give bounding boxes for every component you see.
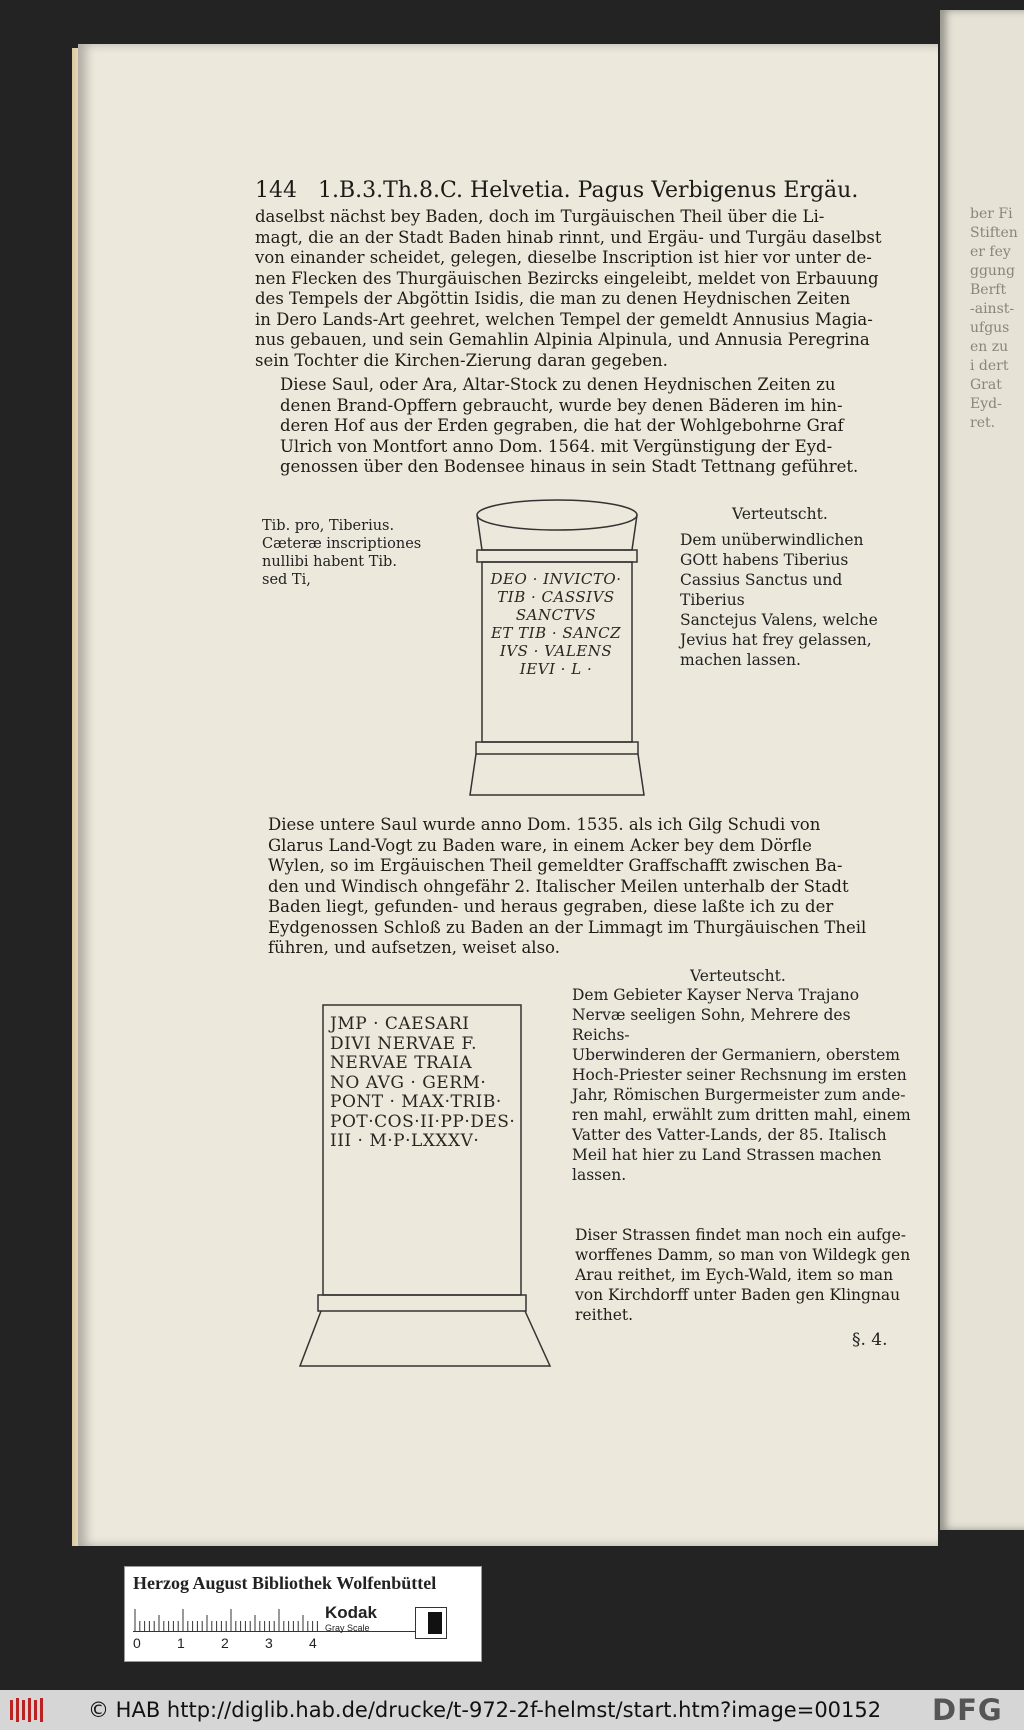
kodak-label: Kodak (325, 1603, 377, 1622)
translation-line: Uberwinderen der Germaniern, oberstem (572, 1046, 900, 1064)
paragraph-4 (575, 1225, 915, 1325)
color-calibration-bar (124, 1566, 482, 1662)
next-page-line: er fey (970, 244, 1011, 260)
translation-2-title: Verteutscht. (690, 967, 786, 985)
running-title: 1.B.3.Th.8.C. Helvetia. Pagus Verbigenus Ergäu. (318, 178, 859, 203)
translation-line: Nervæ seeligen Sohn, Mehrere des Reichs- (572, 1006, 851, 1044)
text-line: Ulrich von Montfort anno Dom. 1564. mit Vergünstigung der Eyd- (280, 436, 833, 456)
inscription-line: NERVAE TRAIA (330, 1053, 473, 1073)
inscription-line: DIVI NERVAE F. (330, 1033, 477, 1054)
text-line: Arau reithet, im Eych-Wald, item so man (575, 1266, 894, 1284)
hab-logo-icon (8, 1696, 48, 1724)
text-line: worffenes Damm, so man von Wildegk gen (575, 1246, 911, 1264)
text-line: von einander scheidet, gelegen, dieselbe Inscription ist hier vor unter de- (255, 248, 872, 267)
translation-line: machen lassen. (680, 651, 801, 669)
translation-line: Jevius hat frey gelassen, (680, 631, 872, 649)
paragraph-3 (268, 815, 908, 959)
text-line: reithet. (575, 1306, 634, 1324)
inscription-line: III · M·P·LXXXV· (330, 1131, 480, 1151)
text-line: magt, die an der Stadt Baden hinab rinnt, und Ergäu- und Turgäu daselbst (255, 227, 882, 247)
grayscale-label: Gray Scale (325, 1623, 370, 1633)
text-line: Diser Strassen findet man noch ein aufge- (575, 1226, 906, 1244)
inscription-line: PONT · MAX·TRIB· (330, 1092, 502, 1112)
next-page-line: -ainst- (970, 301, 1015, 317)
text-line: Baden liegt, gefunden- und heraus gegraben, diese laßte ich zu der (268, 897, 834, 916)
text-line: Glarus Land-Vogt zu Baden ware, in einem Acker bey dem Dörfle (268, 835, 812, 855)
text-line: Eydgenossen Schloß zu Baden an der Limmagt im Thurgäuischen Theil (268, 917, 867, 937)
inscription-line: JMP · CAESARI (330, 1014, 470, 1034)
translation-line: Vatter des Vatter-Lands, der 85. Italisch (572, 1126, 887, 1144)
next-page-line: Stiften (970, 225, 1018, 241)
next-page-line: Eyd- (970, 396, 1002, 412)
next-page-line: ber Fi (970, 206, 1013, 222)
inscription-line: IEVI · L · (519, 660, 593, 678)
inscription-line: DEO · INVICTO· (490, 570, 622, 588)
side-note-line: sed Ti, (262, 572, 311, 588)
translation-2 (572, 985, 912, 1185)
page-number: 144 (255, 178, 297, 203)
text-line: sein Tochter die Kirchen-Zierung daran gegeben. (255, 350, 668, 370)
running-header (255, 178, 859, 203)
text-line: nus gebauen, und sein Gemahlin Alpinia Alpinula, und Annusia Peregrina (255, 330, 870, 349)
text-line: Diese Saul, oder Ara, Altar-Stock zu denen Heydnischen Zeiten zu (280, 375, 836, 394)
translation-line: Hoch-Priester seiner Rechsnung im ersten (572, 1066, 907, 1084)
translation-line: Sanctejus Valens, welche (680, 611, 878, 629)
scale-number: 0 (133, 1635, 141, 1651)
translation-line: lassen. (572, 1166, 627, 1184)
translation-line: Dem unüberwindlichen (680, 531, 864, 549)
translation-line: GOtt habens Tiberius (680, 551, 849, 569)
paragraph-2 (280, 375, 900, 478)
next-page-line: Berft (970, 282, 1007, 298)
paragraph-1 (255, 207, 900, 371)
text-line: von Kirchdorff unter Baden gen Klingnau (575, 1286, 901, 1304)
text-line: führen, und aufsetzen, weiset also. (268, 938, 560, 957)
side-note-line: Cæteræ inscriptiones (262, 536, 422, 552)
institution-name: Herzog August Bibliothek Wolfenbüttel (133, 1573, 437, 1593)
next-page-line: ggung (970, 263, 1015, 279)
next-page-line: i dert (970, 358, 1009, 374)
next-page-line: ret. (970, 415, 996, 431)
inscription-line: ET TIB · SANCZ (490, 624, 622, 642)
text-line: daselbst nächst bey Baden, doch im Turgäuischen Theil über die Li- (255, 207, 825, 226)
side-note-line: Tib. pro, Tiberius. (262, 518, 395, 534)
text-line: denen Brand-Opffern gebraucht, wurde bey denen Bäderen im hin- (280, 395, 843, 415)
footer-url[interactable]: © HAB http://diglib.hab.de/drucke/t-972-2f-helmst/start.htm?image=00152 (88, 1698, 882, 1722)
inscription-line: IVS · VALENS (499, 642, 613, 660)
inscription-line: POT·COS·II·PP·DES· (330, 1111, 516, 1132)
text-line: genossen über den Bodensee hinaus in sein Stadt Tettnang geführet. (280, 457, 859, 476)
ruler-ticks (133, 1607, 323, 1631)
translation-1 (680, 530, 910, 670)
scale-number: 1 (177, 1635, 185, 1651)
text-line: Diese untere Saul wurde anno Dom. 1535. als ich Gilg Schudi von (268, 815, 821, 834)
translation-line: Jahr, Römischen Burgermeister zum ande- (572, 1086, 906, 1104)
scale-ruler (133, 1607, 433, 1632)
section-mark: §. 4. (852, 1330, 888, 1350)
inscription-line: TIB · CASSIVS (497, 588, 615, 606)
inscription-line: SANCTVS (515, 606, 597, 624)
text-line: Wylen, so im Ergäuischen Theil gemeldter Graffschafft zwischen Ba- (268, 856, 843, 875)
translation-line: Dem Gebieter Kayser Nerva Trajano (572, 986, 860, 1004)
text-line: des Tempels der Abgöttin Isidis, die man zu denen Heydnischen Zeiten (255, 289, 851, 308)
side-note (262, 517, 427, 589)
next-page-line: en zu (970, 339, 1009, 355)
scale-number: 2 (221, 1635, 229, 1651)
translation-line: ren mahl, erwählt zum dritten mahl, einem (572, 1106, 911, 1124)
translation-line: Meil hat hier zu Land Strassen machen (572, 1146, 882, 1164)
inscription-line: NO AVG · GERM· (330, 1072, 487, 1093)
text-line: den und Windisch ohngefähr 2. Italischer Meilen unterhalb der Stadt (268, 876, 849, 896)
scale-number: 4 (309, 1635, 317, 1651)
altar-inscription-2 (330, 1015, 520, 1152)
translation-1-title: Verteutscht. (732, 505, 828, 523)
footer-bar (0, 1690, 1024, 1730)
altar-inscription-1 (480, 570, 632, 678)
scale-number: 3 (265, 1635, 273, 1651)
next-page-fragments (970, 205, 1024, 433)
text-line: in Dero Lands-Art geehret, welchen Tempel der gemeldt Annusius Magia- (255, 309, 873, 329)
next-page-line: Grat (970, 377, 1002, 393)
dfg-logo: DFG (932, 1693, 1003, 1727)
side-note-line: nullibi habent Tib. (262, 554, 397, 570)
next-page-line: ufgus (970, 320, 1010, 336)
grayscale-swatch (415, 1607, 447, 1639)
text-line: nen Flecken des Thurgäuischen Bezircks eingeleibt, meldet von Erbauung (255, 268, 879, 288)
translation-line: Cassius Sanctus und Tiberius (680, 571, 843, 609)
text-line: deren Hof aus der Erden gegraben, die hat der Wohlgebohrne Graf (280, 416, 844, 435)
